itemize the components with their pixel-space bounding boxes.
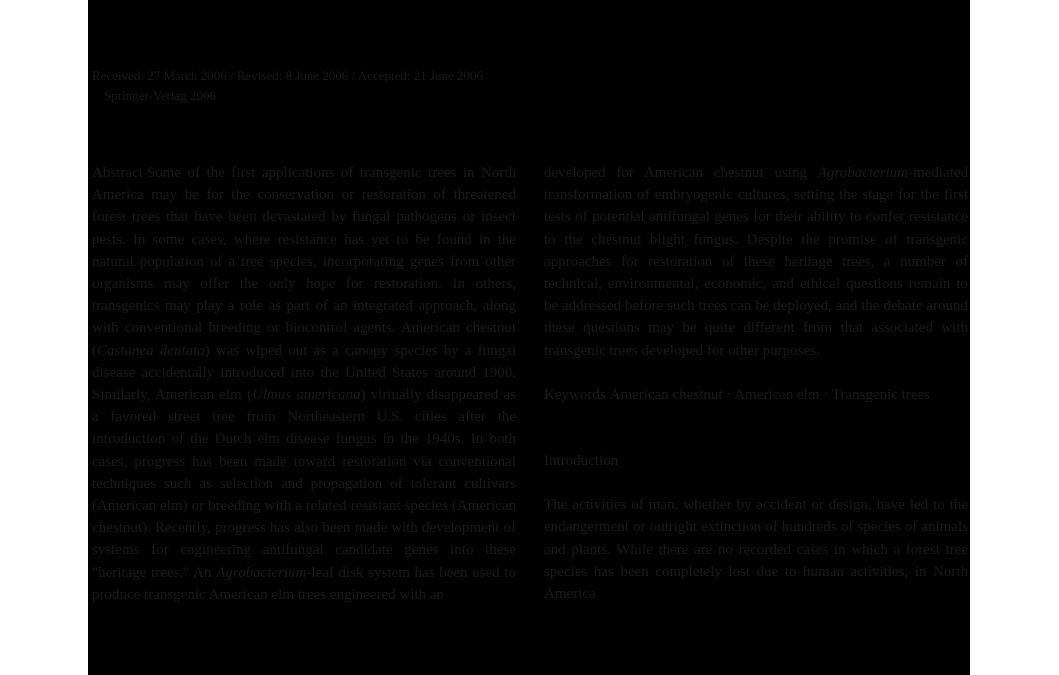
copyright-text: Springer-Verlag 2006 bbox=[104, 88, 217, 103]
abstract-label: Abstract bbox=[92, 165, 143, 181]
abstract-paragraph bbox=[92, 162, 516, 606]
keywords bbox=[544, 384, 968, 406]
section-heading-introduction: Introduction bbox=[544, 453, 619, 470]
abstract-text-3: ) virtually disappeared as a favored street tree from Northeastern U.S. cities after the introduction of the Dutch elm disease fungus in the 1940s. In both cases, progress has been made toward restoration via conventional techniques such as selection and propagation of tolerant cultivars (American elm) or breeding with a related resistant species (American chestnut). Recently, progress has also been made with development of systems for engineering antifungal candidate genes into these "heritage trees." An bbox=[92, 387, 516, 581]
genus-agrobacterium-2: Agrobacterium bbox=[817, 165, 909, 181]
abstract-text-2: ) was wiped out as a canopy species by a fungal disease accidentally introduced into the United States around 1900. Similarly, American elm ( bbox=[92, 342, 516, 404]
copyright-line bbox=[92, 86, 492, 106]
abstract-text-1: Some of the first applications of transgenic trees in North America may be for the conservation or restoration of threatened forest trees that have been devastated by fungal pathogens or insect pests. In some cases, where resistance has yet to be found in the natural population of a tree species, incorporating genes from other organisms may offer the only hope for restoration. In others, transgenics may play a role as part of an integrated approach, along with conventional breeding or biocontrol agents. American chestnut ( bbox=[92, 165, 516, 359]
introduction-text: The activities of man, whether by accident or design, have led to the endangerment or outright extinction of hundreds of species of animals and plants. While there are no recorded cases in which a forest tree species has been completely lost due to human activities, in North America bbox=[544, 497, 968, 603]
species-ulmus: Ulmus americana bbox=[251, 387, 361, 404]
left-column bbox=[92, 162, 516, 606]
paper-page bbox=[88, 0, 970, 675]
species-castanea: Castanea dentata bbox=[97, 342, 205, 359]
received-dates: Received: 27 March 2006 / Revised: 8 June 2006 / Accepted: 21 June 2006 bbox=[92, 68, 484, 83]
keywords-text: American chestnut · American elm · Transgenic trees bbox=[609, 386, 930, 403]
abstract-text-6: -mediated transformation of embryogenic cultures, setting the stage for the first tests of potential antifungal genes for their ability to confer resistance to the chestnut blight fungus. Despite the promise of transgenic approaches for restoration of these heritage trees, a number of technical, environmental, economic, and ethical questions remain to be addressed before such trees can be deployed, and the debate around these questions may be quite different from that associated with transgenic trees developed for other purposes. bbox=[544, 165, 968, 359]
genus-agrobacterium: Agrobacterium bbox=[216, 564, 307, 581]
abstract-continued bbox=[544, 162, 968, 362]
abstract-text-5: developed for American chestnut using bbox=[544, 165, 818, 181]
right-column bbox=[544, 162, 968, 605]
keywords-label: Keywords bbox=[544, 386, 606, 403]
abstract-text-4: -leaf disk system has been used to produce transgenic American elm trees engineered with an bbox=[92, 564, 516, 603]
